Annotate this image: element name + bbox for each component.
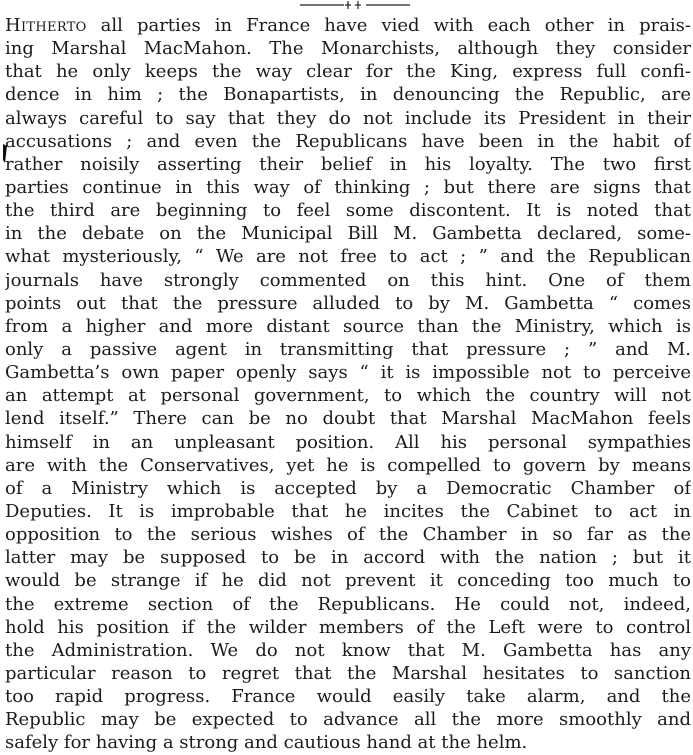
section-divider-ornament <box>300 0 410 10</box>
article-line: what mysteriously, “ We are not free to act ; ” and the Republican <box>5 246 691 268</box>
article-line: Deputies. It is improbable that he incites the Cabinet to act in <box>5 500 691 522</box>
article-line: Gambetta’s own paper openly says “ it is impossible not to perceive <box>5 362 691 384</box>
article-line: too rapid progress. France would easily take alarm, and the <box>5 686 691 708</box>
article-line: rather noisily asserting their belief in his loyalty. The two first <box>5 153 691 175</box>
article-line: himself in an unpleasant position. All his personal sympathies <box>5 431 691 453</box>
article-line: particular reason to regret that the Marshal hesitates to sanction <box>5 662 691 684</box>
article-line: journals have strongly commented on this hint. One of them <box>5 269 691 291</box>
article-line: lend itself.” There can be no doubt that Marshal MacMahon feels <box>5 408 691 430</box>
article-line: points out that the pressure alluded to by M. Gambetta “ comes <box>5 292 691 314</box>
article-line: Republic may be expected to advance all the more smoothly and <box>5 709 691 731</box>
article-line: the third are beginning to feel some discontent. It is noted that <box>5 200 691 222</box>
article-line: opposition to the serious wishes of the Chamber in so far as the <box>5 524 691 546</box>
article-line: hold his position if the wilder members of the Left were to control <box>5 616 691 638</box>
article-line: dence in him ; the Bonapartists, in denouncing the Republic, are <box>5 84 691 106</box>
article-line: Hitherto all parties in France have vied with each other in prais- <box>5 15 691 36</box>
article-line: accusations ; and even the Republicans have been in the habit of <box>5 130 691 152</box>
article-line: would be strange if he did not prevent it conceding too much to <box>5 570 691 592</box>
article-line: only a passive agent in transmitting that pressure ; ” and M. <box>5 338 691 360</box>
article-line: of a Ministry which is accepted by a Democratic Chamber of <box>5 477 691 499</box>
article-line: are with the Conservatives, yet he is compelled to govern by means <box>5 454 691 476</box>
article-line: latter may be supposed to be in accord with the nation ; but it <box>5 547 691 569</box>
article-line: parties continue in this way of thinking ; but there are signs that <box>5 176 691 198</box>
article-line: the Administration. We do not know that M. Gambetta has any <box>5 639 691 661</box>
article-line: from a higher and more distant source than the Ministry, which is <box>5 315 691 337</box>
article-line: safely for having a strong and cautious hand at the helm. <box>5 732 528 754</box>
article-line: an attempt at personal government, to which the country will not <box>5 385 691 407</box>
article-line: the extreme section of the Republicans. He could not, indeed, <box>5 593 691 615</box>
article-body <box>5 14 691 755</box>
article-line: in the debate on the Municipal Bill M. Gambetta declared, some- <box>5 223 691 245</box>
lead-word: Hitherto <box>5 15 87 36</box>
article-line: always careful to say that they do not include its President in their <box>5 107 691 129</box>
article-line: that he only keeps the way clear for the King, express full confi- <box>5 61 691 83</box>
article-line: ing Marshal MacMahon. The Monarchists, although they consider <box>5 38 691 60</box>
